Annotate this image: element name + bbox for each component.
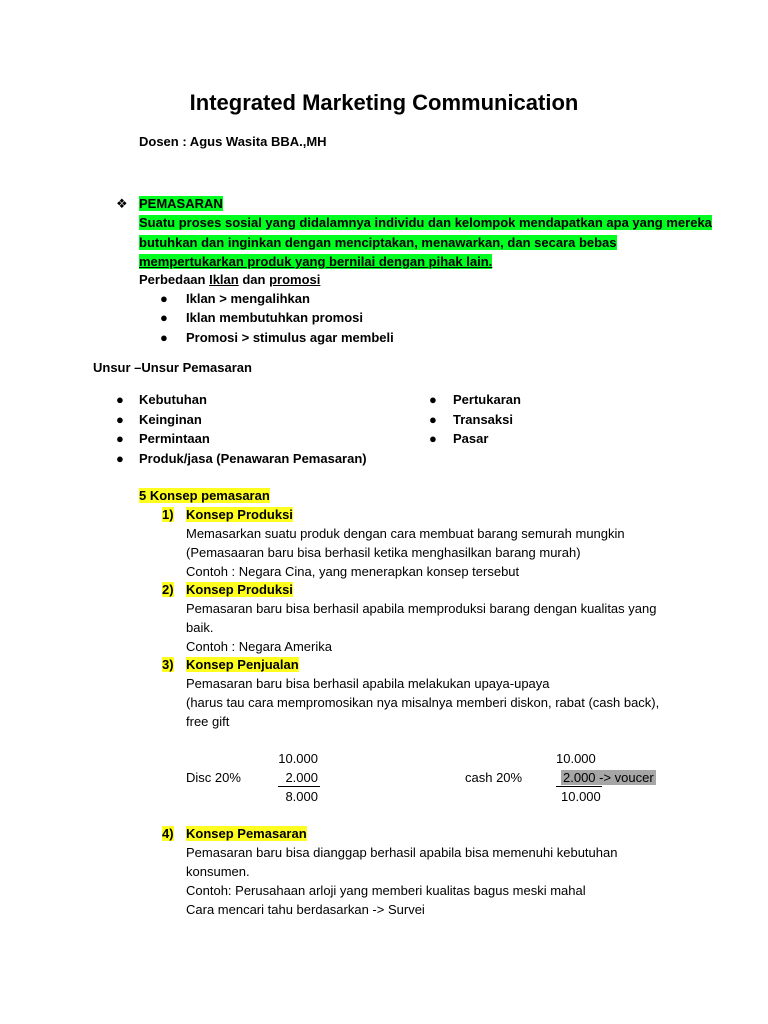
konsep-item-text: (harus tau cara mempromosikan nya misalnya memberi diskon, rabat (cash back), [186, 695, 660, 710]
pemasaran-definition-line: butuhkan dan inginkan dengan menciptakan, menawarkan, dan secara bebas [139, 235, 617, 250]
difference-line: Perbedaan Iklan dan promosi [139, 272, 321, 287]
disc-amount-value: 2.000 [285, 770, 318, 785]
konsep-item-title: Konsep Produksi [186, 507, 293, 522]
konsep-item-number: 2) [162, 582, 174, 597]
konsep-item-text: Memasarkan suatu produk dengan cara membuat barang semurah mungkin [186, 526, 625, 541]
bullet-icon: ● [160, 291, 168, 306]
konsep-item-text: Contoh : Negara Amerika [186, 639, 332, 654]
cash-result-value: 10.000 [561, 789, 601, 804]
cash-amount-value: 2.000 -> voucer [563, 770, 654, 785]
diamond-bullet-icon: ❖ [116, 196, 128, 211]
konsep-item-text: Pemasaran baru bisa dianggap berhasil apabila bisa memenuhi kebutuhan [186, 845, 618, 860]
konsep-item-number: 1) [162, 507, 174, 522]
unsur-heading: Unsur –Unsur Pemasaran [93, 360, 252, 375]
bullet-icon: ● [429, 412, 437, 427]
konsep-heading: 5 Konsep pemasaran [139, 488, 270, 503]
disc-base-value: 10.000 [278, 751, 318, 766]
bullet-icon: ● [116, 431, 124, 446]
list-item: Iklan membutuhkan promosi [186, 310, 363, 325]
lecturer-line: Dosen : Agus Wasita BBA.,MH [139, 134, 327, 149]
konsep-item-text: baik. [186, 620, 214, 635]
konsep-item-text: Contoh: Perusahaan arloji yang memberi kualitas bagus meski mahal [186, 883, 586, 898]
konsep-item-text: Contoh : Negara Cina, yang menerapkan konsep tersebut [186, 564, 520, 579]
konsep-item-title: Konsep Pemasaran [186, 826, 307, 841]
unsur-right-item: Pasar [453, 431, 489, 446]
disc-result-value: 8.000 [285, 789, 318, 804]
list-item: Iklan > mengalihkan [186, 291, 310, 306]
konsep-item-text: free gift [186, 714, 230, 729]
konsep-item-number: 3) [162, 657, 174, 672]
pemasaran-definition-line: mempertukarkan produk yang bernilai dengan pihak lain. [139, 254, 493, 269]
unsur-left-item: Keinginan [139, 412, 202, 427]
cash-base-value: 10.000 [556, 751, 596, 766]
list-item: Promosi > stimulus agar membeli [186, 330, 394, 345]
bullet-icon: ● [116, 451, 124, 466]
pemasaran-definition-line: Suatu proses sosial yang didalamnya individu dan kelompok mendapatkan apa yang mereka [139, 215, 712, 230]
disc-label: Disc 20% [186, 770, 241, 785]
unsur-left-item: Kebutuhan [139, 392, 207, 407]
pemasaran-heading: PEMASARAN [139, 196, 223, 211]
bullet-icon: ● [429, 392, 437, 407]
unsur-left-item: Permintaan [139, 431, 210, 446]
unsur-right-item: Pertukaran [453, 392, 521, 407]
bullet-icon: ● [160, 330, 168, 345]
cash-label: cash 20% [465, 770, 523, 785]
konsep-item-number: 4) [162, 826, 174, 841]
bullet-icon: ● [429, 431, 437, 446]
konsep-item-text: konsumen. [186, 864, 250, 879]
bullet-icon: ● [116, 392, 124, 407]
unsur-right-item: Transaksi [453, 412, 513, 427]
konsep-item-title: Konsep Produksi [186, 582, 293, 597]
bullet-icon: ● [160, 310, 168, 325]
unsur-left-item: Produk/jasa (Penawaran Pemasaran) [139, 451, 367, 466]
konsep-item-text: Pemasaran baru bisa berhasil apabila memproduksi barang dengan kualitas yang [186, 601, 657, 616]
konsep-item-text: (Pemasaaran baru bisa berhasil ketika menghasilkan barang murah) [186, 545, 581, 560]
konsep-item-text: Pemasaran baru bisa berhasil apabila melakukan upaya-upaya [186, 676, 550, 691]
konsep-item-title: Konsep Penjualan [186, 657, 299, 672]
bullet-icon: ● [116, 412, 124, 427]
document-title: Integrated Marketing Communication [189, 90, 579, 115]
konsep-item-text: Cara mencari tahu berdasarkan -> Survei [186, 902, 425, 917]
